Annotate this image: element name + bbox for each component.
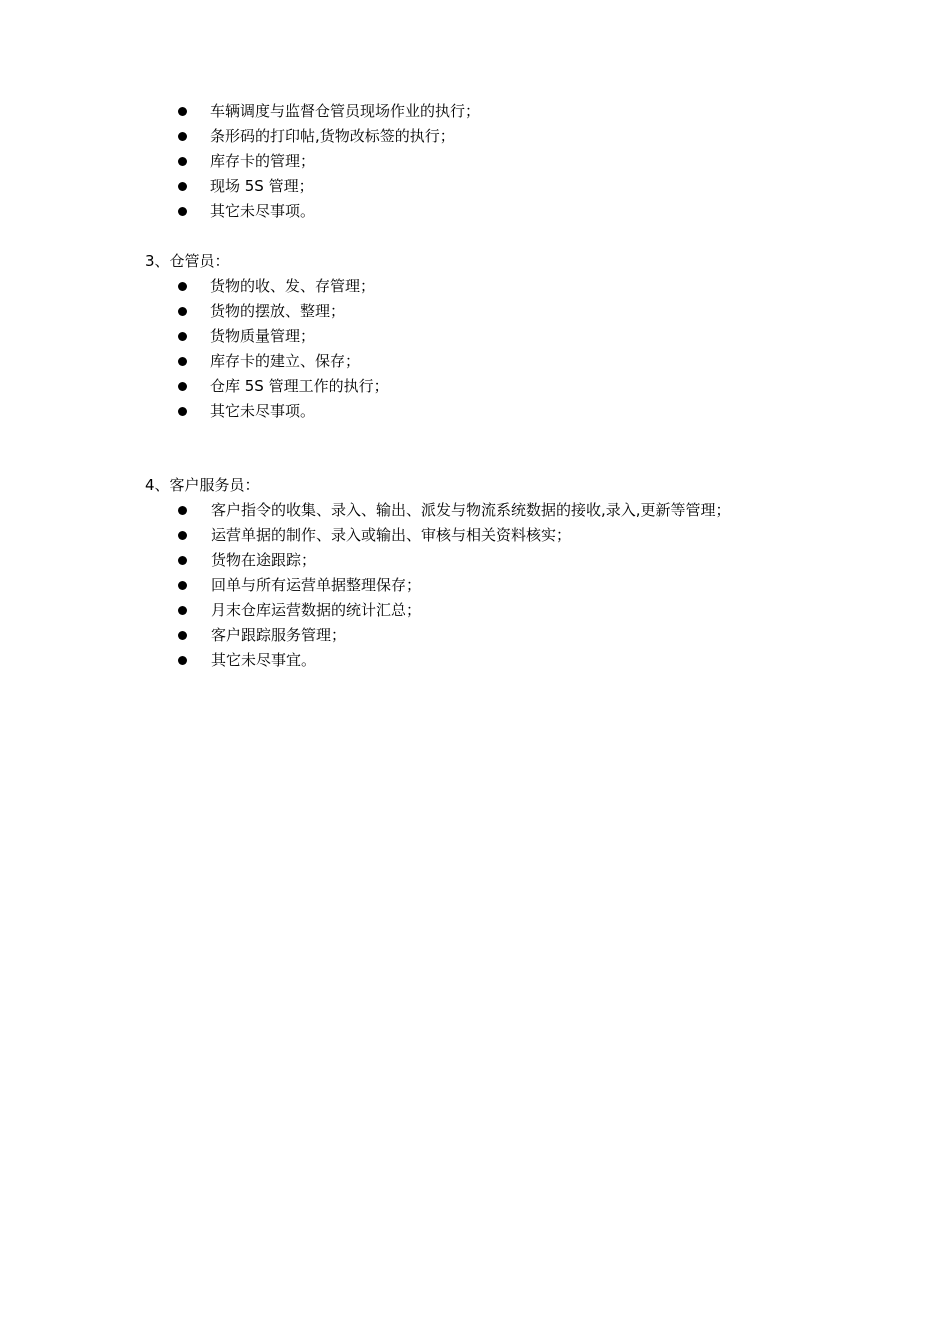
bullet-icon xyxy=(178,357,187,366)
list-item xyxy=(0,274,950,299)
bullet-icon xyxy=(178,606,187,615)
customer-service-duty-list xyxy=(0,498,950,673)
bullet-icon xyxy=(178,506,187,515)
list-item xyxy=(0,623,950,648)
bullet-icon xyxy=(178,581,187,590)
list-item-text: 回单与所有运营单据整理保存； xyxy=(211,576,422,594)
list-item xyxy=(0,374,950,399)
list-item-text: 货物在途跟踪； xyxy=(211,551,317,569)
bullet-icon xyxy=(178,207,187,216)
list-item xyxy=(0,349,950,374)
list-item-text: 月末仓库运营数据的统计汇总； xyxy=(211,601,422,619)
list-item xyxy=(0,124,950,149)
section-heading-customer-service: 4、客户服务员： xyxy=(145,476,260,494)
list-item xyxy=(0,324,950,349)
bullet-icon xyxy=(178,307,187,316)
bullet-icon xyxy=(178,407,187,416)
bullet-icon xyxy=(178,382,187,391)
list-item-text: 运营单据的制作、录入或输出、审核与相关资料核实； xyxy=(211,526,572,544)
list-item-text: 仓库 5S 管理工作的执行； xyxy=(210,377,389,395)
list-item-text: 货物质量管理； xyxy=(210,327,316,345)
bullet-icon xyxy=(178,556,187,565)
list-item xyxy=(0,174,950,199)
list-item xyxy=(0,648,950,673)
list-item xyxy=(0,399,950,424)
list-item-text: 货物的收、发、存管理； xyxy=(210,277,376,295)
list-item-text: 库存卡的管理； xyxy=(210,152,316,170)
bullet-icon xyxy=(178,132,187,141)
list-item-text: 现场 5S 管理； xyxy=(210,177,314,195)
list-item-text: 客户指令的收集、录入、输出、派发与物流系统数据的接收,录入,更新等管理； xyxy=(211,501,731,519)
bullet-icon xyxy=(178,332,187,341)
warehouse-keeper-duty-list xyxy=(0,274,950,424)
list-item-text: 货物的摆放、整理； xyxy=(210,302,346,320)
bullet-icon xyxy=(178,182,187,191)
bullet-icon xyxy=(178,631,187,640)
bullet-icon xyxy=(178,656,187,665)
list-item-text: 车辆调度与监督仓管员现场作业的执行； xyxy=(210,102,481,120)
list-item xyxy=(0,548,950,573)
section-heading-warehouse-keeper: 3、仓管员： xyxy=(145,252,230,270)
list-item-text: 客户跟踪服务管理； xyxy=(211,626,347,644)
list-item-text: 其它未尽事宜。 xyxy=(211,651,317,669)
list-item xyxy=(0,299,950,324)
list-item-text: 条形码的打印帖,货物改标签的执行； xyxy=(210,127,455,145)
duty-list-continued xyxy=(0,99,950,224)
list-item xyxy=(0,598,950,623)
bullet-icon xyxy=(178,282,187,291)
list-item-text: 其它未尽事项。 xyxy=(210,202,316,220)
list-item-text: 其它未尽事项。 xyxy=(210,402,316,420)
bullet-icon xyxy=(178,107,187,116)
bullet-icon xyxy=(178,531,187,540)
list-item-text: 库存卡的建立、保存； xyxy=(210,352,361,370)
list-item xyxy=(0,573,950,598)
list-item xyxy=(0,149,950,174)
list-item xyxy=(0,199,950,224)
bullet-icon xyxy=(178,157,187,166)
list-item xyxy=(0,523,950,548)
list-item xyxy=(0,99,950,124)
list-item xyxy=(0,498,950,523)
